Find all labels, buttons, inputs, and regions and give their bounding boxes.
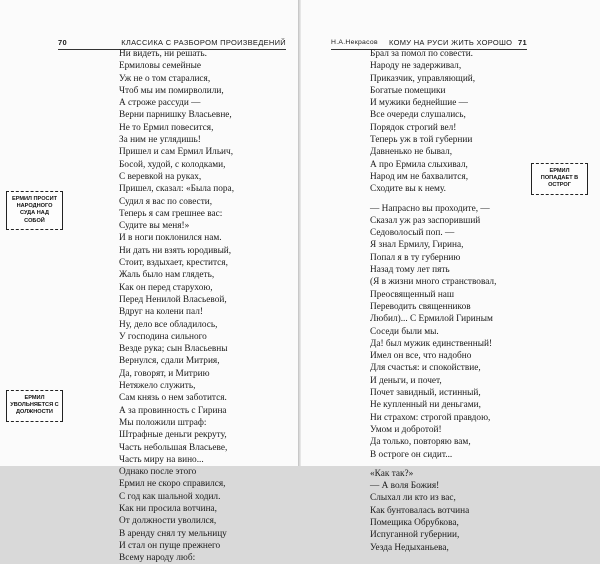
poem-line: Однако после этого	[119, 467, 197, 478]
poem-line: Ни видеть, ни решать.	[119, 49, 207, 59]
margin-note	[6, 191, 63, 230]
poem-line: А строже рассуди —	[119, 98, 201, 109]
margin-note-text: ЕРМИЛ УВОЛЬНЯЕТСЯ С ДОЛЖНОСТИ	[10, 395, 59, 416]
poem-line: Пришел, сказал: «Была пора,	[119, 184, 235, 195]
poem-line: Давненько не бывал,	[370, 147, 453, 158]
poem-line: Как ни просила вотчина,	[119, 503, 218, 514]
poem-line: Жаль было нам глядеть,	[119, 270, 215, 281]
poem-line: Верни парнишку Власьевне,	[119, 110, 232, 121]
poem-line: Не купленный ни деньгами,	[370, 400, 481, 411]
poem-line: Ермиловы семейные	[119, 61, 201, 72]
poem-line: Теперь уж в той губернии	[370, 135, 473, 146]
poem-line: С год как шальной ходил.	[119, 491, 221, 502]
page-number: 71	[518, 38, 527, 47]
poem-line: Вдруг на колени пал!	[119, 307, 203, 318]
poem-line: Сходите вы к нему.	[370, 184, 446, 195]
poem-line: Седоволосый поп. —	[370, 228, 455, 239]
poem-line: Народ им не бахвалится,	[370, 171, 469, 182]
poem-line: Часть миру на вино...	[119, 454, 204, 465]
poem-line: Имел он все, что надобно	[370, 351, 472, 362]
poem-line: — Напрасно вы проходите, —	[370, 203, 490, 214]
poem-line: Любил)... С Ермилой Гириным	[370, 314, 493, 325]
poem-line: Да только, повторяю вам,	[370, 437, 471, 448]
poem-line: Порядок строгий вел!	[370, 122, 457, 133]
poem-line: Везде рука; сын Власьевны	[119, 344, 228, 355]
poem-line: «Как так?»	[370, 468, 414, 479]
poem-line: Не то Ермил повесится,	[119, 122, 214, 133]
poem-line: Преосвященный наш	[370, 289, 455, 300]
poem-line: И в ноги поклонился нам.	[119, 233, 222, 244]
poem-line: Слыхал ли кто из вас,	[370, 493, 456, 504]
poem-line: Богатые помещики	[370, 85, 446, 96]
poem-line: Уж не о том старалися,	[119, 73, 211, 84]
poem-line: Переводить священников	[370, 301, 471, 312]
poem-line: (Я в жизни много странствовал,	[370, 277, 497, 288]
poem-line: Приказчик, управляющий,	[370, 73, 476, 84]
poem-line: Ермил не скоро справился,	[119, 479, 226, 490]
poem-line: Часть небольшая Власьеве,	[119, 442, 228, 453]
poem-line: Попал я в ту губернию	[370, 252, 461, 263]
poem-line: Пришел и сам Ермил Ильич,	[119, 147, 234, 158]
poem-text	[370, 48, 496, 554]
poem-line: Все очереди слушались,	[370, 110, 466, 121]
poem-line: Босой, худой, с колодками,	[119, 159, 226, 170]
poem-line: С веревкой на руках,	[119, 171, 202, 182]
poem-line: А про Ермила слыхивал,	[370, 159, 468, 170]
poem-line: Уезда Недыханьева,	[370, 542, 449, 553]
poem-line: Ну, дело все обладилось,	[119, 319, 218, 330]
poem-line: Теперь я сам грешнее вас:	[119, 208, 223, 219]
page-number: 70	[58, 38, 67, 47]
poem-line	[370, 461, 496, 468]
poem-text	[119, 48, 234, 564]
poem-line: В остроге он сидит...	[370, 449, 453, 460]
poem-line: Соседи были мы.	[370, 326, 439, 337]
poem-line: Брал за помол по совести.	[370, 49, 474, 59]
poem-line: Перед Ненилой Власьевой,	[119, 294, 227, 305]
running-author: Н.А.Некрасов	[331, 39, 378, 46]
poem-line	[370, 196, 496, 203]
poem-line: Мы положили штраф:	[119, 417, 207, 428]
running-title: КЛАССИКА С РАЗБОРОМ ПРОИЗВЕДЕНИЙ	[121, 38, 286, 47]
poem-line: Назад тому лет пять	[370, 265, 450, 276]
poem-line: Да! был мужик единственный!	[370, 338, 493, 349]
poem-line: Да, говорят, и Митрию	[119, 368, 210, 379]
poem-line: А за провинность с Гирина	[119, 405, 227, 416]
poem-line: Чтоб мы им помирволили,	[119, 85, 224, 96]
poem-line: В аренду снял ту мельницу	[119, 528, 227, 539]
poem-line: От должности уволился,	[119, 516, 217, 527]
poem-line: Помещика Обрубкова,	[370, 517, 459, 528]
poem-line: Ни дать ни взять юродивый,	[119, 245, 232, 256]
poem-line: Всему народу люб:	[119, 553, 196, 564]
right-page	[300, 0, 600, 553]
poem-line: Стоит, вздыхает, крестится,	[119, 258, 228, 269]
margin-note	[6, 390, 63, 422]
poem-line: И мужики беднейшие —	[370, 98, 468, 109]
poem-line: Народу не задерживал,	[370, 61, 462, 72]
poem-line: Умом и добротой!	[370, 424, 442, 435]
poem-line: У господина сильного	[119, 331, 207, 342]
margin-note-text: ЕРМИЛ ПОПАДАЕТ В ОСТРОГ	[540, 168, 579, 189]
poem-line: Сказал уж раз заспоривший	[370, 215, 481, 226]
left-page	[0, 0, 299, 564]
poem-line: Судил я вас по совести,	[119, 196, 213, 207]
margin-note-text: ЕРМИЛ ПРОСИТ НАРОДНОГО СУДА НАД СОБОЙ	[11, 196, 58, 224]
poem-line: Почет завидный, истинный,	[370, 388, 481, 399]
poem-line: И деньги, и почет,	[370, 375, 442, 386]
poem-line: Штрафные деньги рекруту,	[119, 430, 227, 441]
margin-note	[531, 163, 588, 195]
poem-line: Как бунтовалась вотчина	[370, 505, 470, 516]
poem-line: Вернулся, сдали Митрия,	[119, 356, 220, 367]
poem-line: За ним не углядишь!	[119, 135, 201, 146]
poem-line: Испуганной губернии,	[370, 530, 460, 541]
running-title: КОМУ НА РУСИ ЖИТЬ ХОРОШО	[389, 38, 513, 47]
poem-line: И стал он пуще прежнего	[119, 540, 221, 551]
poem-line: Судите вы меня!»	[119, 221, 190, 232]
poem-line: Как он перед старухою,	[119, 282, 213, 293]
poem-line: Для счастья: и спокойствие,	[370, 363, 481, 374]
poem-line: — А воля Божия!	[370, 481, 440, 492]
poem-line: Нетяжело служить,	[119, 381, 196, 392]
poem-line: Я знал Ермилу, Гирина,	[370, 240, 464, 251]
poem-line: Сам князь о нем заботится.	[119, 393, 227, 404]
poem-line: Ни страхом: строгой правдою,	[370, 412, 491, 423]
